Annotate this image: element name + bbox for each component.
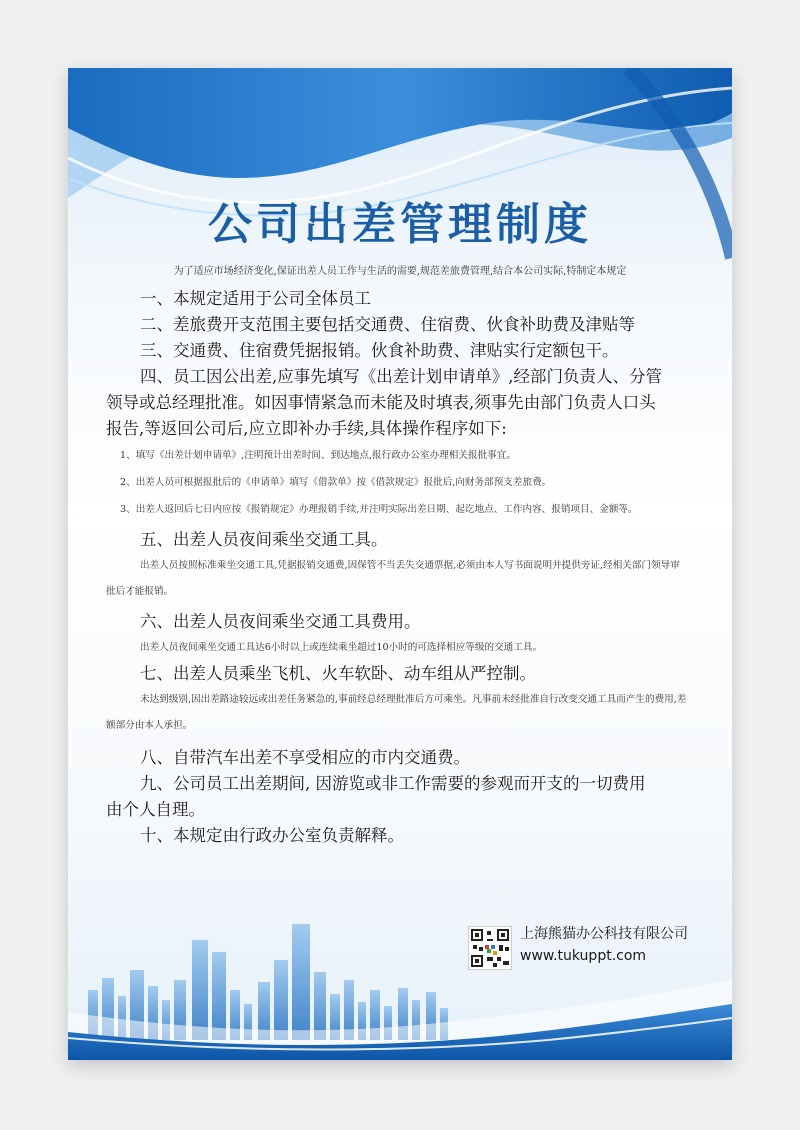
rule-3: 三、交通费、住宿费凭据报销。伙食补助费、津贴实行定额包干。: [140, 341, 619, 360]
rule-2: 二、差旅费开支范围主要包括交通费、住宿费、伙食补助费及津贴等: [140, 315, 635, 334]
rule-4-line-1: 四、员工因公出差,应事先填写《出差计划申请单》,经部门负责人、分管: [140, 367, 662, 386]
intro-text: 为了适应市场经济变化,保证出差人员工作与生活的需要,规范差旅费管理,结合本公司实际,特制定本规定: [173, 266, 627, 277]
rule-4-step-2: 2、出差人员可根据报批后的《申请单》填写《借款单》按《借款规定》报批后,向财务部预支差旅费。: [120, 477, 552, 488]
rule-4-line-3: 报告,等返回公司后,应立即补办手续,具体操作程序如下:: [106, 419, 507, 438]
company-url: www.tukuppt.com: [520, 948, 647, 964]
page-title: 公司出差管理制度: [208, 199, 592, 250]
rule-4-step-3: 3、出差人返回后七日内应按《报销规定》办理报销手续,并注明实际出差日期、起讫地点、工作内容、报销项目、金额等。: [120, 504, 638, 515]
company-name: 上海熊猫办公科技有限公司: [520, 926, 688, 942]
rule-5-note-1: 出差人员按照标准乘坐交通工具,凭据报销交通费,因保管不当丢失交通票据,必须由本人写书面说明并提供旁证,经相关部门领导审: [140, 560, 680, 571]
city-skyline-decoration: [68, 920, 732, 1060]
rule-1: 一、本规定适用于公司全体员工: [140, 289, 371, 308]
rule-4-step-1: 1、填写《出差计划申请单》,注明预计出差时间、到达地点,报行政办公室办理相关报批事宜。: [120, 450, 516, 461]
rule-7-note-1: 未达到级别,因出差路途较远或出差任务紧急的,事前经总经理批准后方可乘坐。凡事前未经批准自行改变交通工具而产生的费用,差: [140, 694, 687, 705]
rule-6: 六、出差人员夜间乘坐交通工具费用。: [140, 612, 421, 631]
poster: [68, 68, 732, 1060]
rule-5-note-2: 批后才能报销。: [106, 586, 174, 597]
rule-9-line-1: 九、公司员工出差期间, 因游览或非工作需要的参观而开支的一切费用: [140, 774, 646, 793]
rule-5: 五、出差人员夜间乘坐交通工具。: [140, 530, 388, 549]
rule-10: 十、本规定由行政办公室负责解释。: [140, 826, 404, 845]
rules-body: [106, 286, 702, 849]
rule-4-line-2: 领导或总经理批准。如因事情紧急而未能及时填表,须事先由部门负责人口头: [106, 393, 656, 412]
rule-8: 八、自带汽车出差不享受相应的市内交通费。: [140, 748, 470, 767]
rule-7: 七、出差人员乘坐飞机、火车软卧、动车组从严控制。: [140, 664, 536, 683]
rule-9-line-2: 由个人自理。: [106, 800, 205, 819]
rule-7-note-2: 额部分由本人承担。: [106, 720, 193, 731]
rule-6-note-1: 出差人员夜间乘坐交通工具达6小时以上或连续乘坐超过10小时的可选择相应等级的交通工具。: [140, 642, 543, 653]
